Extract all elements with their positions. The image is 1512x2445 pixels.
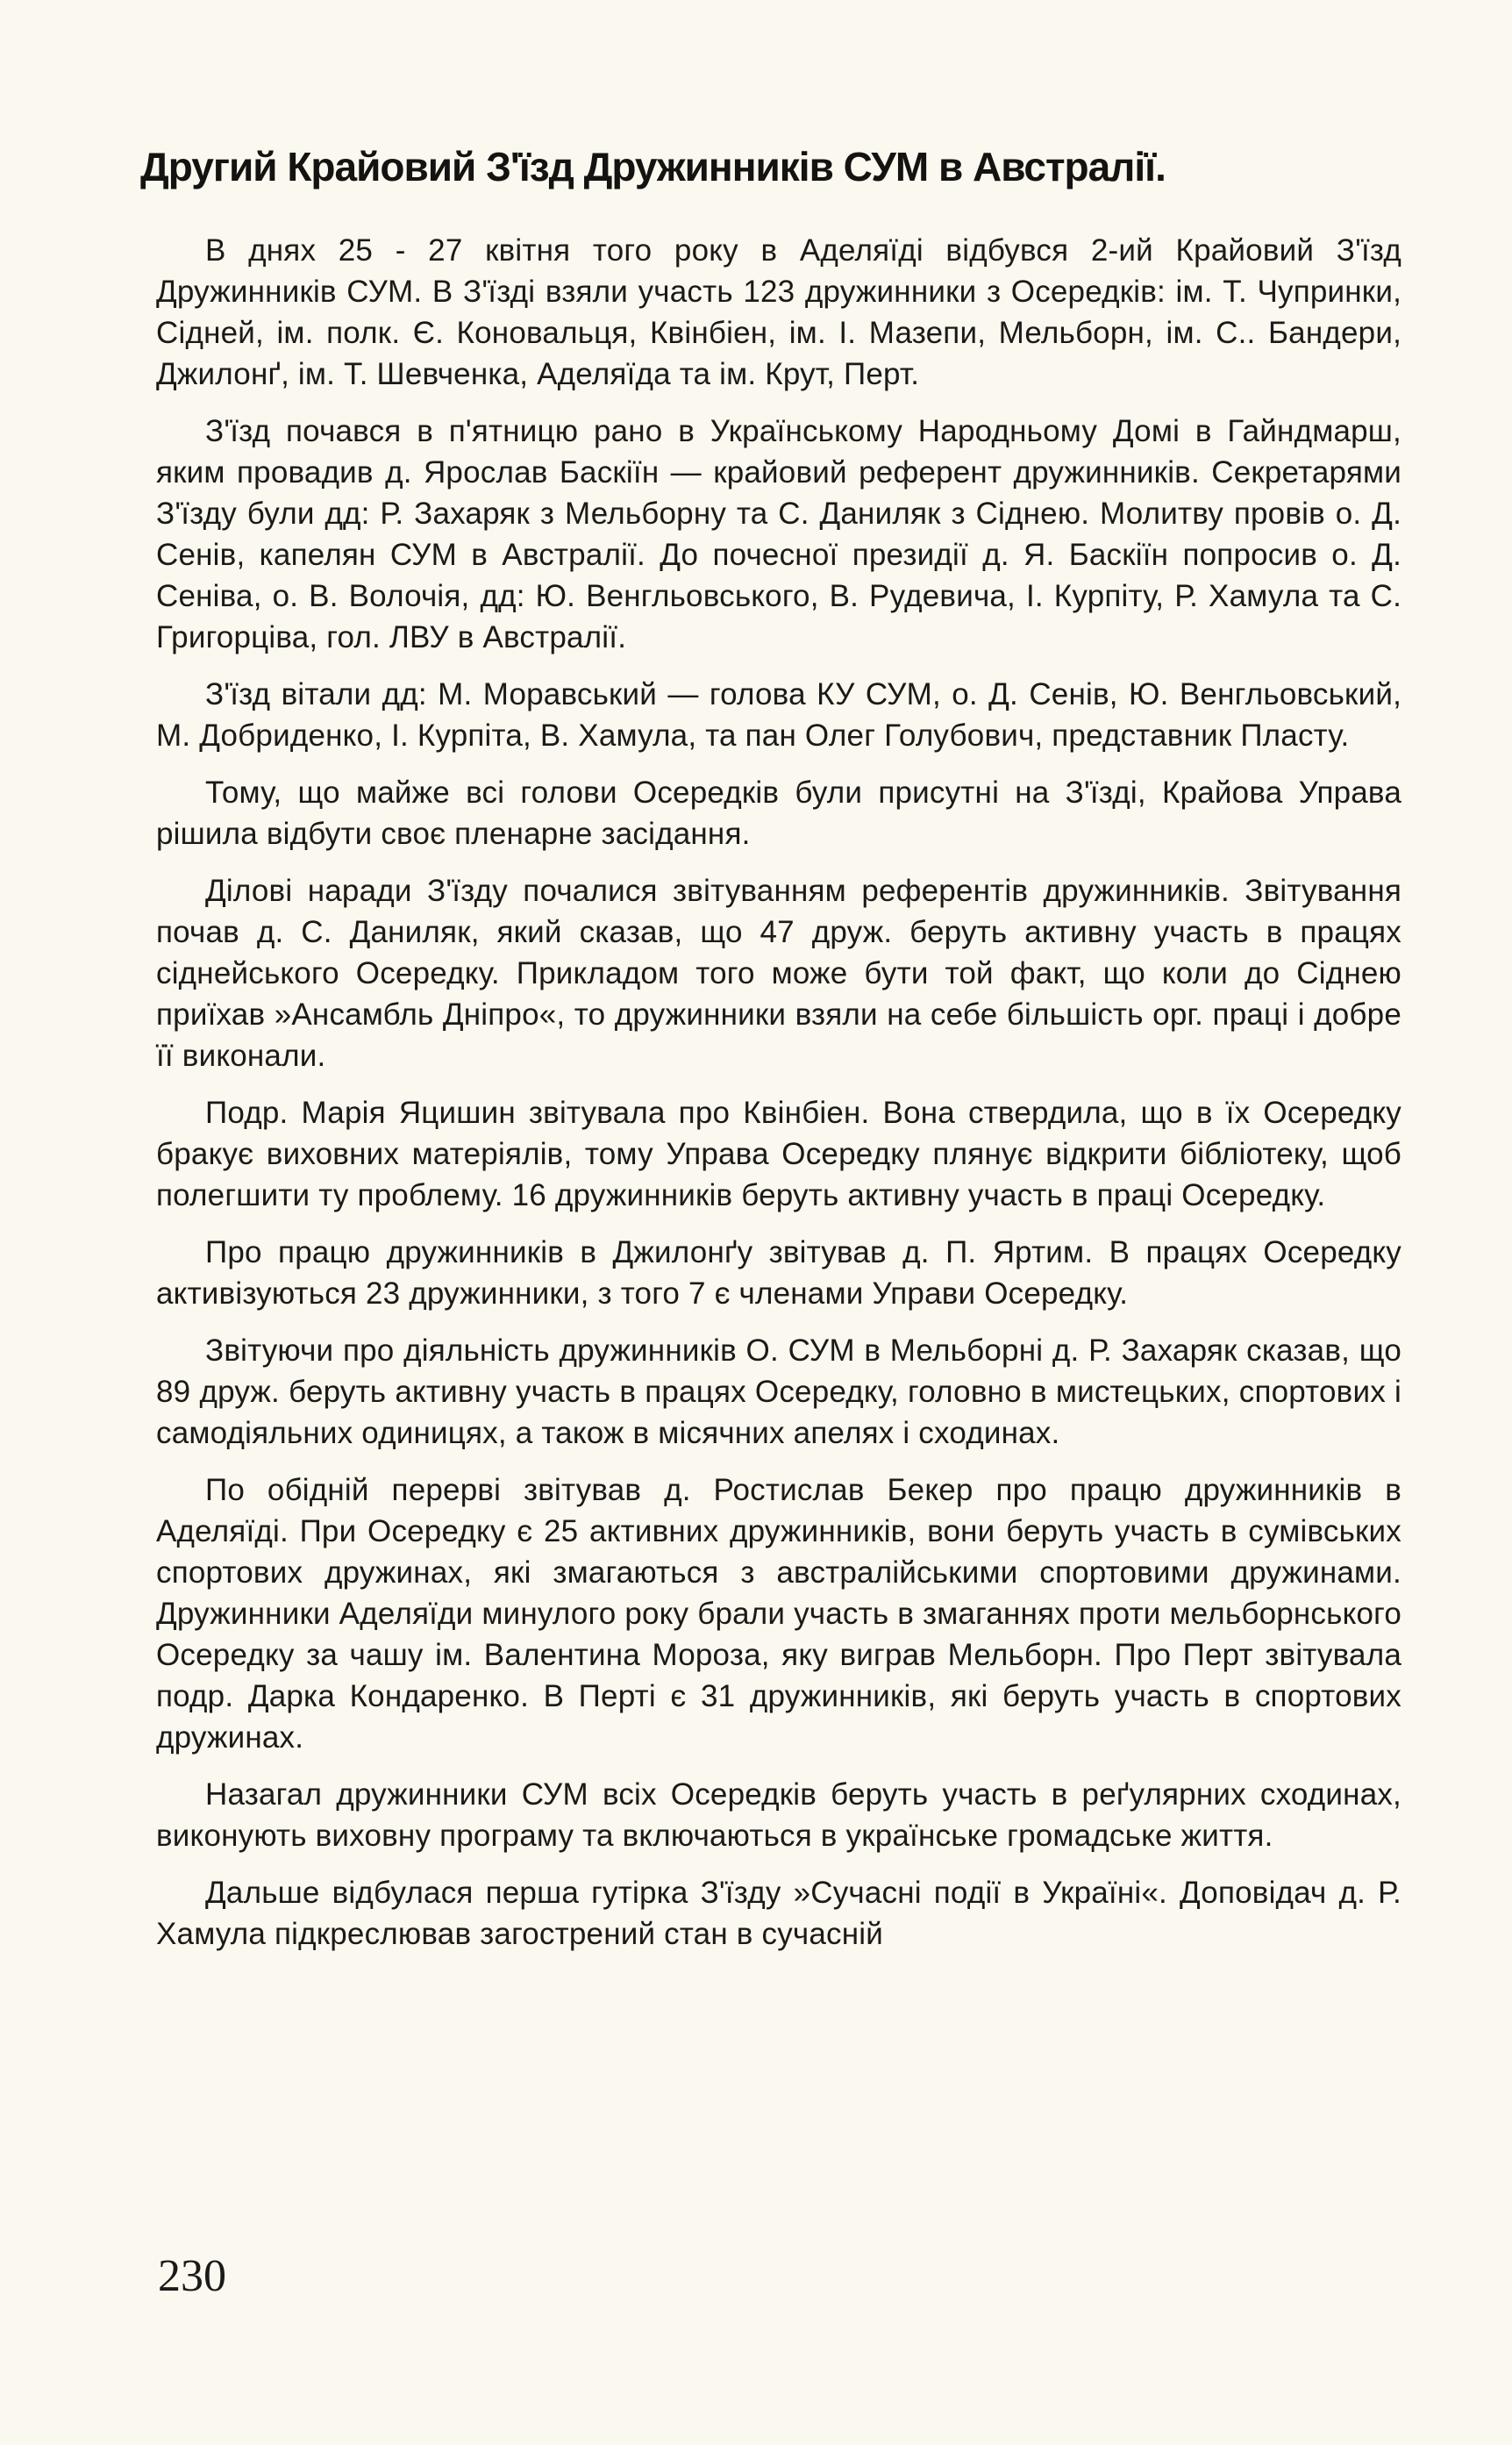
paragraph-sydney-report: Ділові наради З'їзду почалися звітуванням референтів дружинників. Звітування почав д. С. Даниляк, який сказав, що 47 друж. беруть активну участь в працях сіднейського Осередку. Прикладом того може бути той факт, що коли до Сіднею приїхав »Ансамбль Дніпро«, то дружинники взяли на себе більшість орг. праці і добре її виконали. <box>156 874 1401 1073</box>
paragraph-adelaide-perth-report: По обідній перерві звітував д. Ростислав Бекер про працю дружинників в Аделяїді. При Осередку є 25 активних дружинників, вони беруть участь в сумівських спортових дружинах, які змагаються з австралійськими спортовими дружинами. Дружинники Аделяїди минулого року брали участь в змаганнях проти мельборнського Осередку за чашу ім. Валентина Мороза, яку виграв Мельборн. Про Перт звітувала подр. Дарка Кондаренко. В Перті є 31 дружинників, які беруть участь в спортових дружинах. <box>156 1473 1401 1755</box>
paragraph-congress-opening: З'їзд почався в п'ятницю рано в Українському Народньому Домі в Гайндмарш, яким провадив д. Ярослав Баскіїн — крайовий референт дружинників. Секретарями З'їзду були дд: Р. Захаряк з Мельборну та С. Даниляк з Сіднею. Молитву провів о. Д. Сенів, капелян СУМ в Австралії. До почесної президії д. Я. Баскіїн попросив о. Д. Сеніва, о. В. Волочія, дд: Ю. Венгльовського, В. Рудевича, І. Курпіту, Р. Хамула та С. Григорціва, гол. ЛВУ в Австралії. <box>156 414 1401 654</box>
article-body <box>156 230 1401 1970</box>
paragraph-general-summary: Назагал дружинники СУМ всіх Осередків беруть участь в реґулярних сходинах, виконують виховну програму та включаються в українське громадське життя. <box>156 1777 1401 1853</box>
paragraph-queanbeyan-report: Подр. Марія Яцишин звітувала про Квінбіен. Вона ствердила, що в їх Осередку бракує виховних матеріялів, тому Управа Осередку плянує відкрити бібліотеку, щоб полегшити ту проблему. 16 дружинників беруть активну участь в праці Осередку. <box>156 1096 1401 1212</box>
paragraph-melbourne-report: Звітуючи про діяльність дружинників О. СУМ в Мельборні д. Р. Захаряк сказав, що 89 друж. беруть активну участь в працях Осередку, головно в мистецьких, спортових і самодіяльних одиницях, а також в місячних апелях і сходинах. <box>156 1333 1401 1450</box>
paragraph-congress-dates: В днях 25 - 27 квітня того року в Аделяїді відбувся 2-ий Крайовий З'їзд Дружинників СУМ. В З'їзді взяли участь 123 дружинники з Осередків: ім. Т. Чупринки, Сідней, ім. полк. Є. Коновальця, Квінбіен, ім. І. Мазепи, Мельборн, ім. С.. Бандери, Джилонґ, ім. Т. Шевченка, Аделяїда та ім. Крут, Перт. <box>156 233 1401 391</box>
page-number: 230 <box>158 2251 226 2301</box>
article-title: Другий Крайовий З'їзд Дружинників СУМ в Австралії. <box>140 144 1166 189</box>
paragraph-plenary-session: Тому, що майже всі голови Осередків були присутні на З'їзді, Крайова Управа рішила відбути своє пленарне засідання. <box>156 776 1401 851</box>
paragraph-first-talk: Дальше відбулася перша гутірка З'їзду »Сучасні події в Україні«. Доповідач д. Р. Хамула підкреслював загострений стан в сучасній <box>156 1876 1401 1951</box>
paragraph-geelong-report: Про працю дружинників в Джилонґу звітував д. П. Яртим. В працях Осередку активізуються 23 дружинники, з того 7 є членами Управи Осередку. <box>156 1235 1401 1311</box>
paragraph-greetings: З'їзд вітали дд: М. Моравський — голова КУ СУМ, о. Д. Сенів, Ю. Венгльовський, М. Добриденко, І. Курпіта, В. Хамула, та пан Олег Голубович, представник Пласту. <box>156 677 1401 753</box>
